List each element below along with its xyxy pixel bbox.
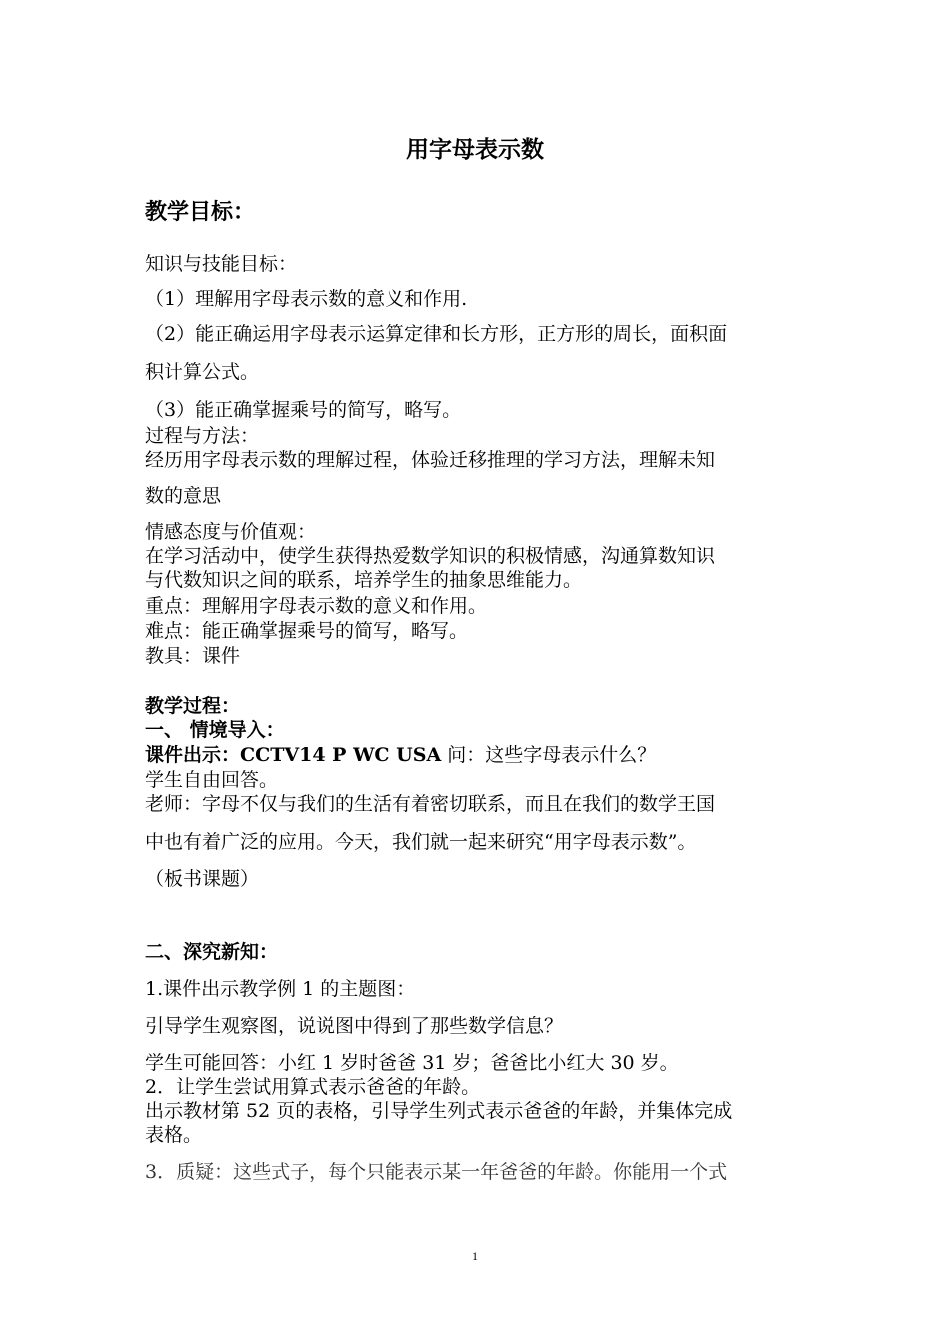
- knowledge-heading: 知识与技能目标：: [145, 253, 298, 275]
- courseware-line: [145, 743, 656, 767]
- courseware-label: 课件出示：CCTV14 P WC USA: [145, 744, 442, 766]
- emotion-heading: 情感态度与价值观：: [145, 521, 317, 543]
- courseware-question: 问：这些字母表示什么？: [441, 744, 657, 766]
- teaching-aid: 教具：课件: [145, 645, 241, 667]
- section-2-heading: 二、深究新知：: [145, 941, 279, 963]
- difficulty: 难点：能正确掌握乘号的简写，略写。: [145, 620, 469, 642]
- step-1: 1.课件出示教学例 1 的主题图：: [145, 978, 416, 1000]
- board-note: （板书课题）: [145, 868, 260, 890]
- students-answer: 学生自由回答。: [145, 769, 279, 791]
- knowledge-item-2-line-2: 积计算公式。: [145, 361, 260, 383]
- guide-question: 引导学生观察图，说说图中得到了那些数学信息？: [145, 1015, 564, 1037]
- knowledge-item-1: （1）理解用字母表示数的意义和作用.: [145, 288, 468, 310]
- table-line-1: 出示教材第 52 页的表格，引导学生列式表示爸爸的年龄，并集体完成: [145, 1100, 733, 1122]
- teaching-process-heading: 教学过程：: [145, 695, 241, 717]
- teacher-line-2: 中也有着广泛的应用。今天，我们就一起来研究“用字母表示数”。: [145, 831, 697, 853]
- key-point: 重点：理解用字母表示数的意义和作用。: [145, 595, 488, 617]
- step-2: 2．让学生尝试用算式表示爸爸的年龄。: [145, 1076, 481, 1098]
- section-1-heading: 一、 情境导入：: [145, 719, 285, 741]
- process-line-2: 数的意思: [145, 485, 222, 507]
- page-title: 用字母表示数: [406, 136, 544, 163]
- emotion-line-2: 与代数知识之间的联系，培养学生的抽象思维能力。: [145, 569, 583, 591]
- possible-answer: 学生可能回答：小红 1 岁时爸爸 31 岁；爸爸比小红大 30 岁。: [145, 1052, 679, 1074]
- process-line-1: 经历用字母表示数的理解过程，体验迁移推理的学习方法，理解未知: [145, 449, 716, 471]
- knowledge-item-2-line-1: （2）能正确运用字母表示运算定律和长方形，正方形的周长，面积面: [145, 323, 728, 345]
- page-number: 1: [472, 1249, 478, 1263]
- emotion-line-1: 在学习活动中，使学生获得热爱数学知识的积极情感，沟通算数知识: [145, 545, 716, 567]
- process-heading: 过程与方法：: [145, 425, 260, 447]
- step-3: 3．质疑：这些式子，每个只能表示某一年爸爸的年龄。你能用一个式: [145, 1161, 728, 1183]
- objectives-heading: 教学目标：: [145, 199, 256, 225]
- teacher-line-1: 老师：字母不仅与我们的生活有着密切联系，而且在我们的数学王国: [145, 793, 716, 815]
- table-line-2: 表格。: [145, 1124, 203, 1146]
- knowledge-item-3: （3）能正确掌握乘号的简写，略写。: [145, 399, 462, 421]
